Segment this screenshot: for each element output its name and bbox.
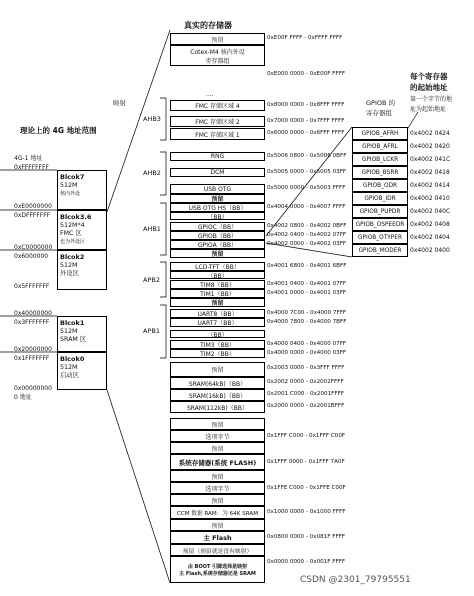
block-desc: 核内外设 — [60, 190, 81, 197]
mem-ellipsis: .... — [206, 91, 214, 98]
mem-row: LCD-TFT（BB） — [170, 262, 265, 271]
left-addr: 0x6000000 — [14, 253, 49, 260]
mem-row: 预留 — [170, 194, 265, 203]
left-addr: 0x3FFFFFFF — [14, 319, 50, 326]
mem-row — [170, 45, 265, 66]
gpiob-register-gpiob-ospeedr: GPIOB_OSPEEDR — [352, 218, 408, 231]
mem-addr: 0x4001 0400 - 0x4001 07FF — [267, 281, 347, 287]
mem-addr: 0x5005 0000 - 0x5005 03FF — [267, 169, 347, 175]
gpiob-register-gpiob-lckr: GPIOB_LCKR — [352, 153, 408, 166]
mem-row: UART8（BB） — [170, 309, 265, 318]
mem-addr: 0x4000 0000 - 0x4000 03FF — [267, 350, 347, 356]
block-size: 512M*4 — [60, 221, 85, 229]
mem-row: 预留 — [170, 362, 265, 377]
block-1 — [57, 316, 107, 352]
mem-row: FMC 存储区域 4 — [170, 100, 265, 111]
mem-row: 预留 — [170, 249, 265, 258]
mem-addr: 0x4000 0400 - 0x4000 07FF — [267, 341, 347, 347]
mem-row: TIM1（BB） — [170, 289, 265, 298]
mem-row: UART7（BB） — [170, 318, 265, 327]
mem-addr: 0x5006 0800 - 0x5006 0BFF — [267, 153, 347, 159]
mem-addr: 0x4001 6800 - 0x4001 6BFF — [267, 263, 347, 269]
block-desc: SRAM 区 — [60, 335, 87, 343]
block-0 — [57, 352, 107, 390]
block-7 — [57, 170, 107, 210]
left-addr: 0x40000000 — [14, 310, 52, 317]
block-name: Blcok7 — [60, 173, 85, 181]
mem-row: TIM2（BB） — [170, 349, 265, 358]
left-addr: 0xC0000000 — [14, 244, 53, 251]
gpiob-register-addr: 0x4002 0400 — [410, 247, 450, 254]
left-addr: 0xFFFFFFFF — [14, 164, 49, 171]
gpiob-regs-title-1: GPIOB 的 — [366, 99, 396, 107]
mem-addr: 0x6000 0000 - 0x6FFF FFFF — [267, 130, 345, 136]
gpiob-register-gpiob-pupdr: GPIOB_PUPDR — [352, 205, 408, 218]
left-addr: 0x5FFFFFFF — [14, 283, 50, 290]
mem-addr: 0x0000 0000 - 0x001F FFFF — [267, 559, 346, 565]
mem-addr: 0x1FFE C000 - 0x1FFE C00F — [267, 485, 346, 491]
left-addr: 0x00000000 — [14, 385, 52, 392]
mem-row-label: Cotex-M4 核内外设 — [190, 48, 245, 56]
block-desc: FMC 区 — [60, 229, 82, 237]
bus-ahb2: AHB2 — [143, 169, 161, 177]
label-4g: 4G-1 地址 — [14, 155, 43, 162]
mem-row: （BB） — [170, 271, 265, 279]
block-size: 512M — [60, 261, 78, 269]
left-addr: 0x1FFFFFFF — [14, 355, 50, 362]
gpiob-register-gpiob-afrl: GPIOB_AFRL — [352, 140, 408, 153]
block-name: Blcok2 — [60, 253, 85, 261]
mem-row: 预留 — [170, 442, 265, 454]
real-memory-title: 真实的存储器 — [184, 21, 232, 30]
first-byte-note-1: 第一个字节的地 — [410, 96, 453, 103]
label-0: 0 地址 — [14, 394, 32, 401]
mem-row: 主 Flash — [170, 531, 265, 544]
mem-row — [170, 556, 265, 583]
mem-row: 选项字节 — [170, 430, 265, 442]
mem-addr: 0x2001 C000 - 0x2001FFFF — [267, 391, 345, 397]
mem-addr: 0x4002 0800 - 0x4002 0BFF — [267, 223, 347, 229]
mem-row: 预留 — [170, 418, 265, 430]
gpiob-register-gpiob-odr: GPIOB_ODR — [352, 179, 408, 192]
block-name: Blcok1 — [60, 319, 85, 327]
mem-row: RNG — [170, 152, 265, 161]
each-reg-start-title-2: 的起始地址 — [410, 83, 448, 92]
block-3-6 — [57, 210, 107, 250]
mapping-label: 映射 — [113, 99, 126, 107]
mem-row: 选项字节 — [170, 482, 265, 494]
first-byte-note-2: 址为起始地址 — [410, 106, 447, 113]
mem-addr: 0x2002 0000 - 0x2002FFFF — [267, 379, 344, 385]
mem-row: （BB） — [170, 330, 265, 338]
mem-addr: 0x4002 0400 - 0x4002 07FF — [267, 232, 347, 238]
mem-addr: 0x4000 7800 - 0x4000 7BFF — [267, 319, 347, 325]
watermark: CSDN @2301_79795551 — [300, 575, 411, 585]
mem-addr: 0x1000 0000 - 0x1000 FFFF — [267, 509, 346, 515]
mem-row: 预留 — [170, 494, 265, 506]
mem-addr: 0x4001 0000 - 0x4001 03FF — [267, 290, 347, 296]
mem-row-label-2: 寄存器组 — [205, 57, 230, 65]
gpiob-register-gpiob-idr: GPIOB_IDR — [352, 192, 408, 205]
mem-row: 预留 — [170, 470, 265, 482]
mem-row-label-2: 主 Flash,系统存储器还是 SRAM — [179, 570, 256, 577]
block-size: 512M — [60, 327, 78, 335]
bus-ahb1: AHB1 — [143, 225, 161, 233]
mem-row: （BB） — [170, 212, 265, 220]
mem-row: 预留（预留就是没有映射） — [170, 544, 265, 556]
gpiob-register-gpiob-bsrr: GPIOB_BSRR — [352, 166, 408, 179]
mem-addr: 0x0800 0000 - 0x081F FFFF — [267, 534, 346, 540]
mem-row: FMC 存储区域 2 — [170, 116, 265, 127]
mem-addr: 0xE000 0000 - 0xE00F FFFF — [267, 71, 346, 77]
mem-row: USB OTG — [170, 184, 265, 194]
block-size: 512M — [60, 181, 78, 189]
bus-apb1: APB1 — [143, 327, 160, 335]
gpiob-register-gpiob-moder: GPIOB_MODER — [352, 244, 408, 257]
mem-row: SRAM(16kB)（BB） — [170, 389, 265, 401]
block-size: 512M — [60, 363, 78, 371]
mem-row: SRAM(64kB)（BB） — [170, 377, 265, 389]
gpiob-register-addr: 0x4002 0410 — [410, 195, 450, 202]
block-desc: 启动区 — [60, 371, 79, 379]
gpiob-register-gpiob-afrh: GPIOB_AFRH — [352, 127, 408, 140]
mem-addr: 0x4000 7C00 - 0x4000 7FFF — [267, 310, 347, 316]
bus-ahb3: AHB3 — [143, 115, 161, 123]
gpiob-register-addr: 0x4002 0418 — [410, 169, 450, 176]
theory-range-title: 理论上的 4G 地址范围 — [20, 126, 97, 135]
left-addr: 0xDFFFFFFF — [14, 212, 51, 219]
mem-addr: 0x5000 0000 - 0x5003 FFFF — [267, 185, 346, 191]
block-name: Blcok0 — [60, 355, 85, 363]
mem-row: DCM — [170, 168, 265, 177]
block-2 — [57, 250, 107, 290]
left-addr: 0xE0000000 — [14, 203, 52, 210]
block-note: 也为外设区 — [60, 238, 86, 245]
gpiob-register-addr: 0x4002 0404 — [410, 234, 450, 241]
mem-row: GPIOC（BB） — [170, 222, 265, 231]
gpiob-register-addr: 0x4002 0408 — [410, 221, 450, 228]
mem-row: TIM3（BB） — [170, 340, 265, 349]
gpiob-register-addr: 0x4002 0420 — [410, 143, 450, 150]
mem-row: GPIOA（BB） — [170, 240, 265, 249]
mem-addr: 0x7000 0000 - 0x7FFF FFFF — [267, 118, 345, 124]
block-name: Blcok3.6 — [60, 213, 92, 221]
mem-row-label: 由 BOOT 引脚选择是映射 — [187, 563, 248, 570]
mem-row: TIM8（BB） — [170, 280, 265, 289]
bus-apb2: APB2 — [143, 276, 160, 284]
gpiob-regs-title-2: 寄存器组 — [366, 109, 392, 117]
mem-row: 预留 — [170, 298, 265, 307]
mem-addr: 0xE00F FFFF - 0xFFFF FFFF — [267, 35, 343, 41]
mem-row: 预留 — [170, 519, 265, 531]
mem-addr: 0x1FFF 0000 - 0x1FFF 7A0F — [267, 459, 345, 465]
mem-addr: 0x4002 0000 - 0x4002 03FF — [267, 241, 347, 247]
mem-addr: 0x1FFF C000 - 0x1FFF C00F — [267, 433, 346, 439]
mem-row: CCM 数据 RAM：为 64K SRAM — [170, 506, 265, 519]
left-addr: 0x20000000 — [14, 346, 52, 353]
gpiob-register-addr: 0x4002 0424 — [410, 130, 450, 137]
mem-row: 预留 — [170, 33, 265, 45]
mem-row: USB OTG HS（BB） — [170, 203, 265, 212]
gpiob-register-addr: 0x4002 0414 — [410, 182, 450, 189]
gpiob-register-addr: 0x4002 040C — [410, 208, 451, 215]
mem-addr: 0x8000 0000 - 0x8FFF FFFF — [267, 102, 345, 108]
mem-addr: 0x4004 0000 - 0x4007 FFFF — [267, 204, 346, 210]
mem-row: SRAM(112kB)（BB） — [170, 401, 265, 413]
gpiob-register-gpiob-otyper: GPIOB_OTYPER — [352, 231, 408, 244]
gpiob-register-addr: 0x4002 041C — [410, 156, 451, 163]
mem-addr: 0x2003 0000 - 0x3FFF FFFF — [267, 365, 345, 371]
block-desc: 外设区 — [60, 269, 79, 277]
mem-row: 系统存储器(系统 FLASH) — [170, 454, 265, 470]
mem-addr: 0x2000 0000 - 0x2001BFFF — [267, 403, 345, 409]
each-reg-start-title-1: 每个寄存器 — [410, 72, 448, 81]
mem-row-gpiob[interactable]: GPIOB（BB） — [170, 231, 265, 240]
mem-row: FMC 存储区域 1 — [170, 128, 265, 140]
